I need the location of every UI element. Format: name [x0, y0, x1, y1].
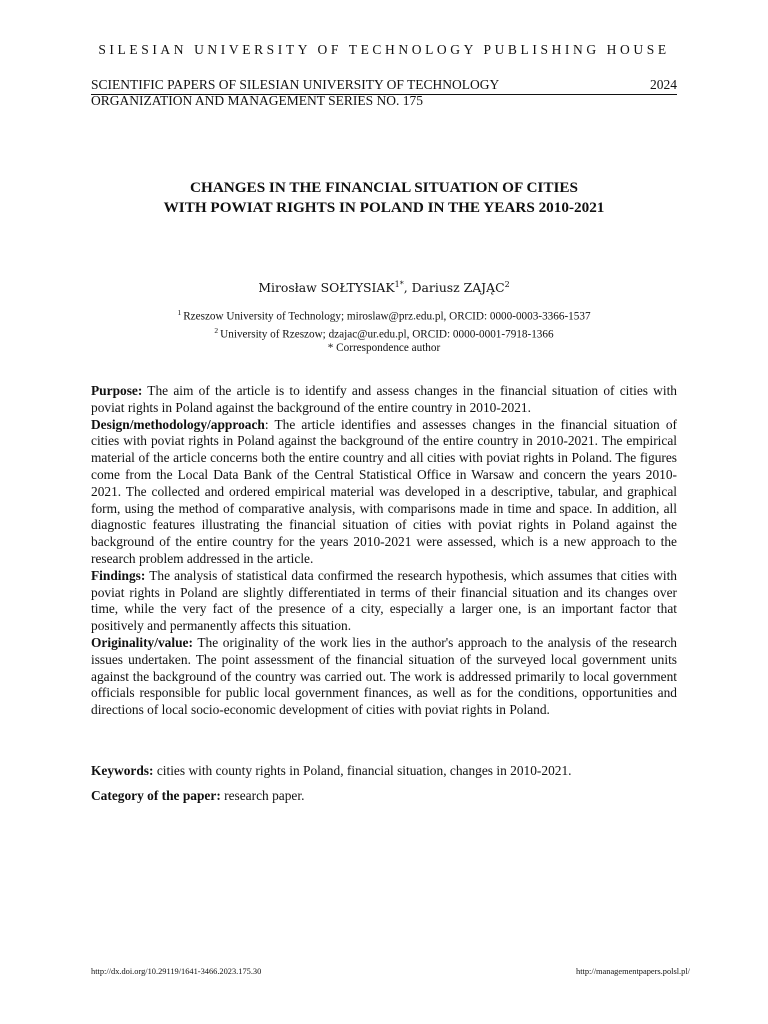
affiliation-1-text: Rzeszow University of Technology; miroslaw@prz.edu.pl, ORCID: 0000-0003-3366-1537 — [183, 310, 591, 323]
journal-year: 2024 — [650, 77, 677, 92]
affiliation-1 — [0, 306, 768, 324]
author-separator: , — [403, 280, 412, 296]
originality-label: Originality/value: — [91, 634, 193, 650]
findings-text: The analysis of statistical data confirmed the research hypothesis, which assumes that cities with poviat rights in Poland are slightly differentiated in terms of their financial situation and its changes over time, while the very fact of the presence of a city, especially a larger one, is an important factor that positively and permanently affects this situation. — [91, 567, 677, 634]
keywords-text: cities with county rights in Poland, financial situation, changes in 2010-2021. — [153, 763, 572, 778]
paper-category — [91, 788, 677, 804]
design-label: Design/methodology/approach — [91, 416, 265, 432]
author-list — [0, 280, 768, 295]
author-2-sup: 2 — [504, 280, 510, 289]
originality-text: The originality of the work lies in the author's approach to the analysis of the research issues undertaken. The point assessment of the financial situation of the surveyed local government units against the background of the country was carried out. The work is addressed primarily to local government officials responsible for public local government finances, as well as for the conditions, opportunities and directions of local socio-economic development of cities with poviat rights in Poland. — [91, 634, 677, 718]
affiliation-1-sup: 1 — [177, 308, 182, 317]
abstract-design — [91, 417, 677, 568]
paper-title-line-2: WITH POWIAT RIGHTS IN POLAND IN THE YEARS 2010-2021 — [163, 199, 605, 216]
affiliation-2 — [0, 324, 768, 342]
header-rule — [91, 94, 677, 95]
journal-row — [91, 77, 677, 93]
correspondence-note: * Correspondence author — [327, 342, 441, 355]
paper-title — [60, 178, 708, 218]
affiliations — [0, 306, 768, 355]
affiliation-2-sup: 2 — [214, 325, 219, 335]
publisher-name: SILESIAN UNIVERSITY OF TECHNOLOGY PUBLISHING HOUSE — [98, 42, 670, 57]
author-1-name: Mirosław SOŁTYSIAK — [258, 280, 395, 296]
abstract-findings — [91, 568, 677, 635]
doi-link[interactable]: http://dx.doi.org/10.29119/1641-3466.2023.175.30 — [91, 967, 262, 976]
findings-label: Findings: — [91, 567, 146, 583]
paper-title-line-1: CHANGES IN THE FINANCIAL SITUATION OF CITIES — [190, 179, 578, 196]
journal-header — [91, 77, 677, 109]
abstract-purpose — [91, 383, 677, 417]
journal-url-link[interactable]: http://managementpapers.polsl.pl/ — [576, 967, 690, 976]
author-2-name: Dariusz ZAJĄC — [411, 280, 505, 296]
abstract-originality — [91, 635, 677, 719]
category-label: Category of the paper: — [91, 788, 221, 803]
design-text: : The article identifies and assesses changes in the financial situation of cities with poviat rights in Poland against the background of the entire country in 2010-2021. The empirical material of the article concerns both the entire country and all cities with poviat rights in Poland. The figures come from the Local Data Bank of the Central Statistical Office in Warsaw and concern the years 2010-2021. The collected and ordered empirical material was developed in a descriptive, tabular, and graphical form, using the method of comparative analysis, with comparisons made in time and space. In addition, all diagnostic features illustrating the financial situation of cities with poviat rights in Poland against the background of the entire country for the years 2010-2021 were assessed, which is a new approach to the research problem addressed in the article. — [91, 416, 677, 566]
category-text: research paper. — [220, 788, 305, 803]
abstract — [91, 383, 677, 719]
journal-series: ORGANIZATION AND MANAGEMENT SERIES NO. 175 — [91, 93, 423, 108]
journal-name: SCIENTIFIC PAPERS OF SILESIAN UNIVERSITY OF TECHNOLOGY — [91, 77, 500, 92]
purpose-label: Purpose: — [91, 383, 143, 398]
purpose-text: The aim of the article is to identify and assess changes in the financial situation of cities with poviat rights in Poland against the background of the entire country in 2010-2021. — [91, 383, 677, 415]
affiliation-2-text: University of Rzeszow; dzajac@ur.edu.pl, ORCID: 0000-0001-7918-1366 — [220, 328, 554, 341]
author-1-sup: 1* — [394, 280, 404, 289]
keywords — [91, 763, 677, 779]
keywords-label: Keywords: — [91, 763, 154, 778]
